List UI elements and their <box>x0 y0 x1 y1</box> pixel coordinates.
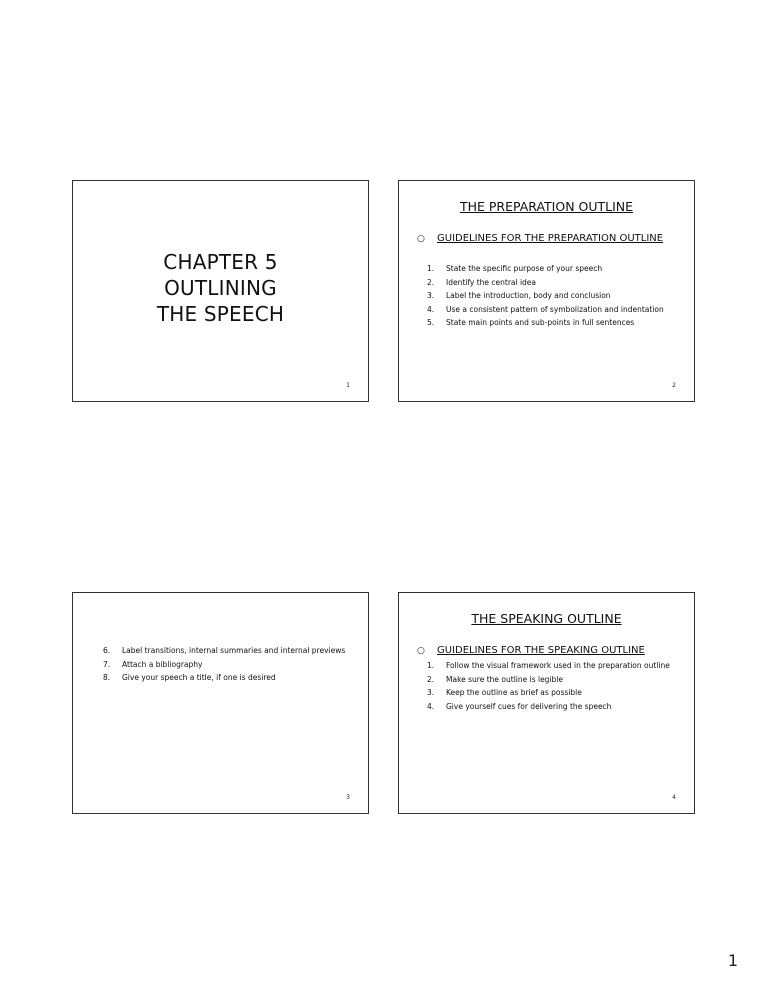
bullet-text: GUIDELINES FOR THE PREPARATION OUTLINE <box>437 233 664 244</box>
list-number: 8. <box>103 673 111 682</box>
list-text: Follow the visual framework used in the preparation outline <box>446 661 670 670</box>
slide-4 <box>398 592 695 814</box>
slide-number: 1 <box>346 382 350 389</box>
numbered-list <box>427 264 676 332</box>
bullet-icon: ○ <box>417 646 425 656</box>
bullet-icon: ○ <box>417 234 425 244</box>
list-item <box>427 702 676 712</box>
title-line: THE SPEECH <box>156 302 285 326</box>
list-item <box>427 688 676 698</box>
list-item <box>427 305 676 315</box>
list-item <box>427 264 676 274</box>
list-text: Identify the central idea <box>446 277 537 287</box>
bullet-text: GUIDELINES FOR THE SPEAKING OUTLINE <box>437 645 645 656</box>
list-text: State the specific purpose of your speech <box>446 264 603 273</box>
list-text: Attach a bibliography <box>122 659 203 669</box>
list-item <box>103 673 350 683</box>
bullet-point <box>417 233 676 245</box>
list-text: Keep the outline as brief as possible <box>446 688 582 697</box>
list-item <box>427 278 676 288</box>
title-line: OUTLINING <box>164 276 277 300</box>
list-number: 6. <box>103 646 111 655</box>
list-text: Give your speech a title, if one is desired <box>122 673 276 682</box>
slide-heading: THE PREPARATION OUTLINE <box>459 199 634 214</box>
list-item <box>427 675 676 685</box>
slide-number: 2 <box>672 382 676 389</box>
page-number: 1 <box>727 951 738 970</box>
list-text: State main points and sub-points in full sentences <box>446 318 635 327</box>
list-number: 1. <box>427 264 435 273</box>
list-number: 2. <box>427 277 435 287</box>
list-number: 3. <box>427 291 435 300</box>
list-number: 2. <box>427 674 435 684</box>
slide-3 <box>72 592 369 814</box>
list-text: Give yourself cues for delivering the speech <box>446 701 612 711</box>
list-text: Label transitions, internal summaries and internal previews <box>122 646 346 655</box>
list-text: Use a consistent pattern of symbolization and indentation <box>446 304 664 314</box>
list-text: Label the introduction, body and conclusion <box>446 291 611 300</box>
slide-number: 4 <box>672 794 676 801</box>
list-number: 5. <box>427 318 435 327</box>
title-line: CHAPTER 5 <box>163 250 278 274</box>
list-item <box>103 646 350 656</box>
slide-2 <box>398 180 695 402</box>
list-text: Make sure the outline is legible <box>446 674 563 684</box>
numbered-list <box>427 661 676 715</box>
list-number: 3. <box>427 688 435 697</box>
list-number: 1. <box>427 661 435 670</box>
list-number: 4. <box>427 701 435 711</box>
list-item <box>427 291 676 301</box>
slide-1 <box>72 180 369 402</box>
bullet-point <box>417 645 676 657</box>
list-number: 7. <box>103 659 111 669</box>
list-item <box>427 661 676 671</box>
slide-heading: THE SPEAKING OUTLINE <box>471 611 622 626</box>
list-item <box>427 318 676 328</box>
list-item <box>103 660 350 670</box>
list-number: 4. <box>427 304 435 314</box>
slide-title <box>73 249 368 327</box>
numbered-list <box>103 646 350 687</box>
slide-number: 3 <box>346 794 350 801</box>
